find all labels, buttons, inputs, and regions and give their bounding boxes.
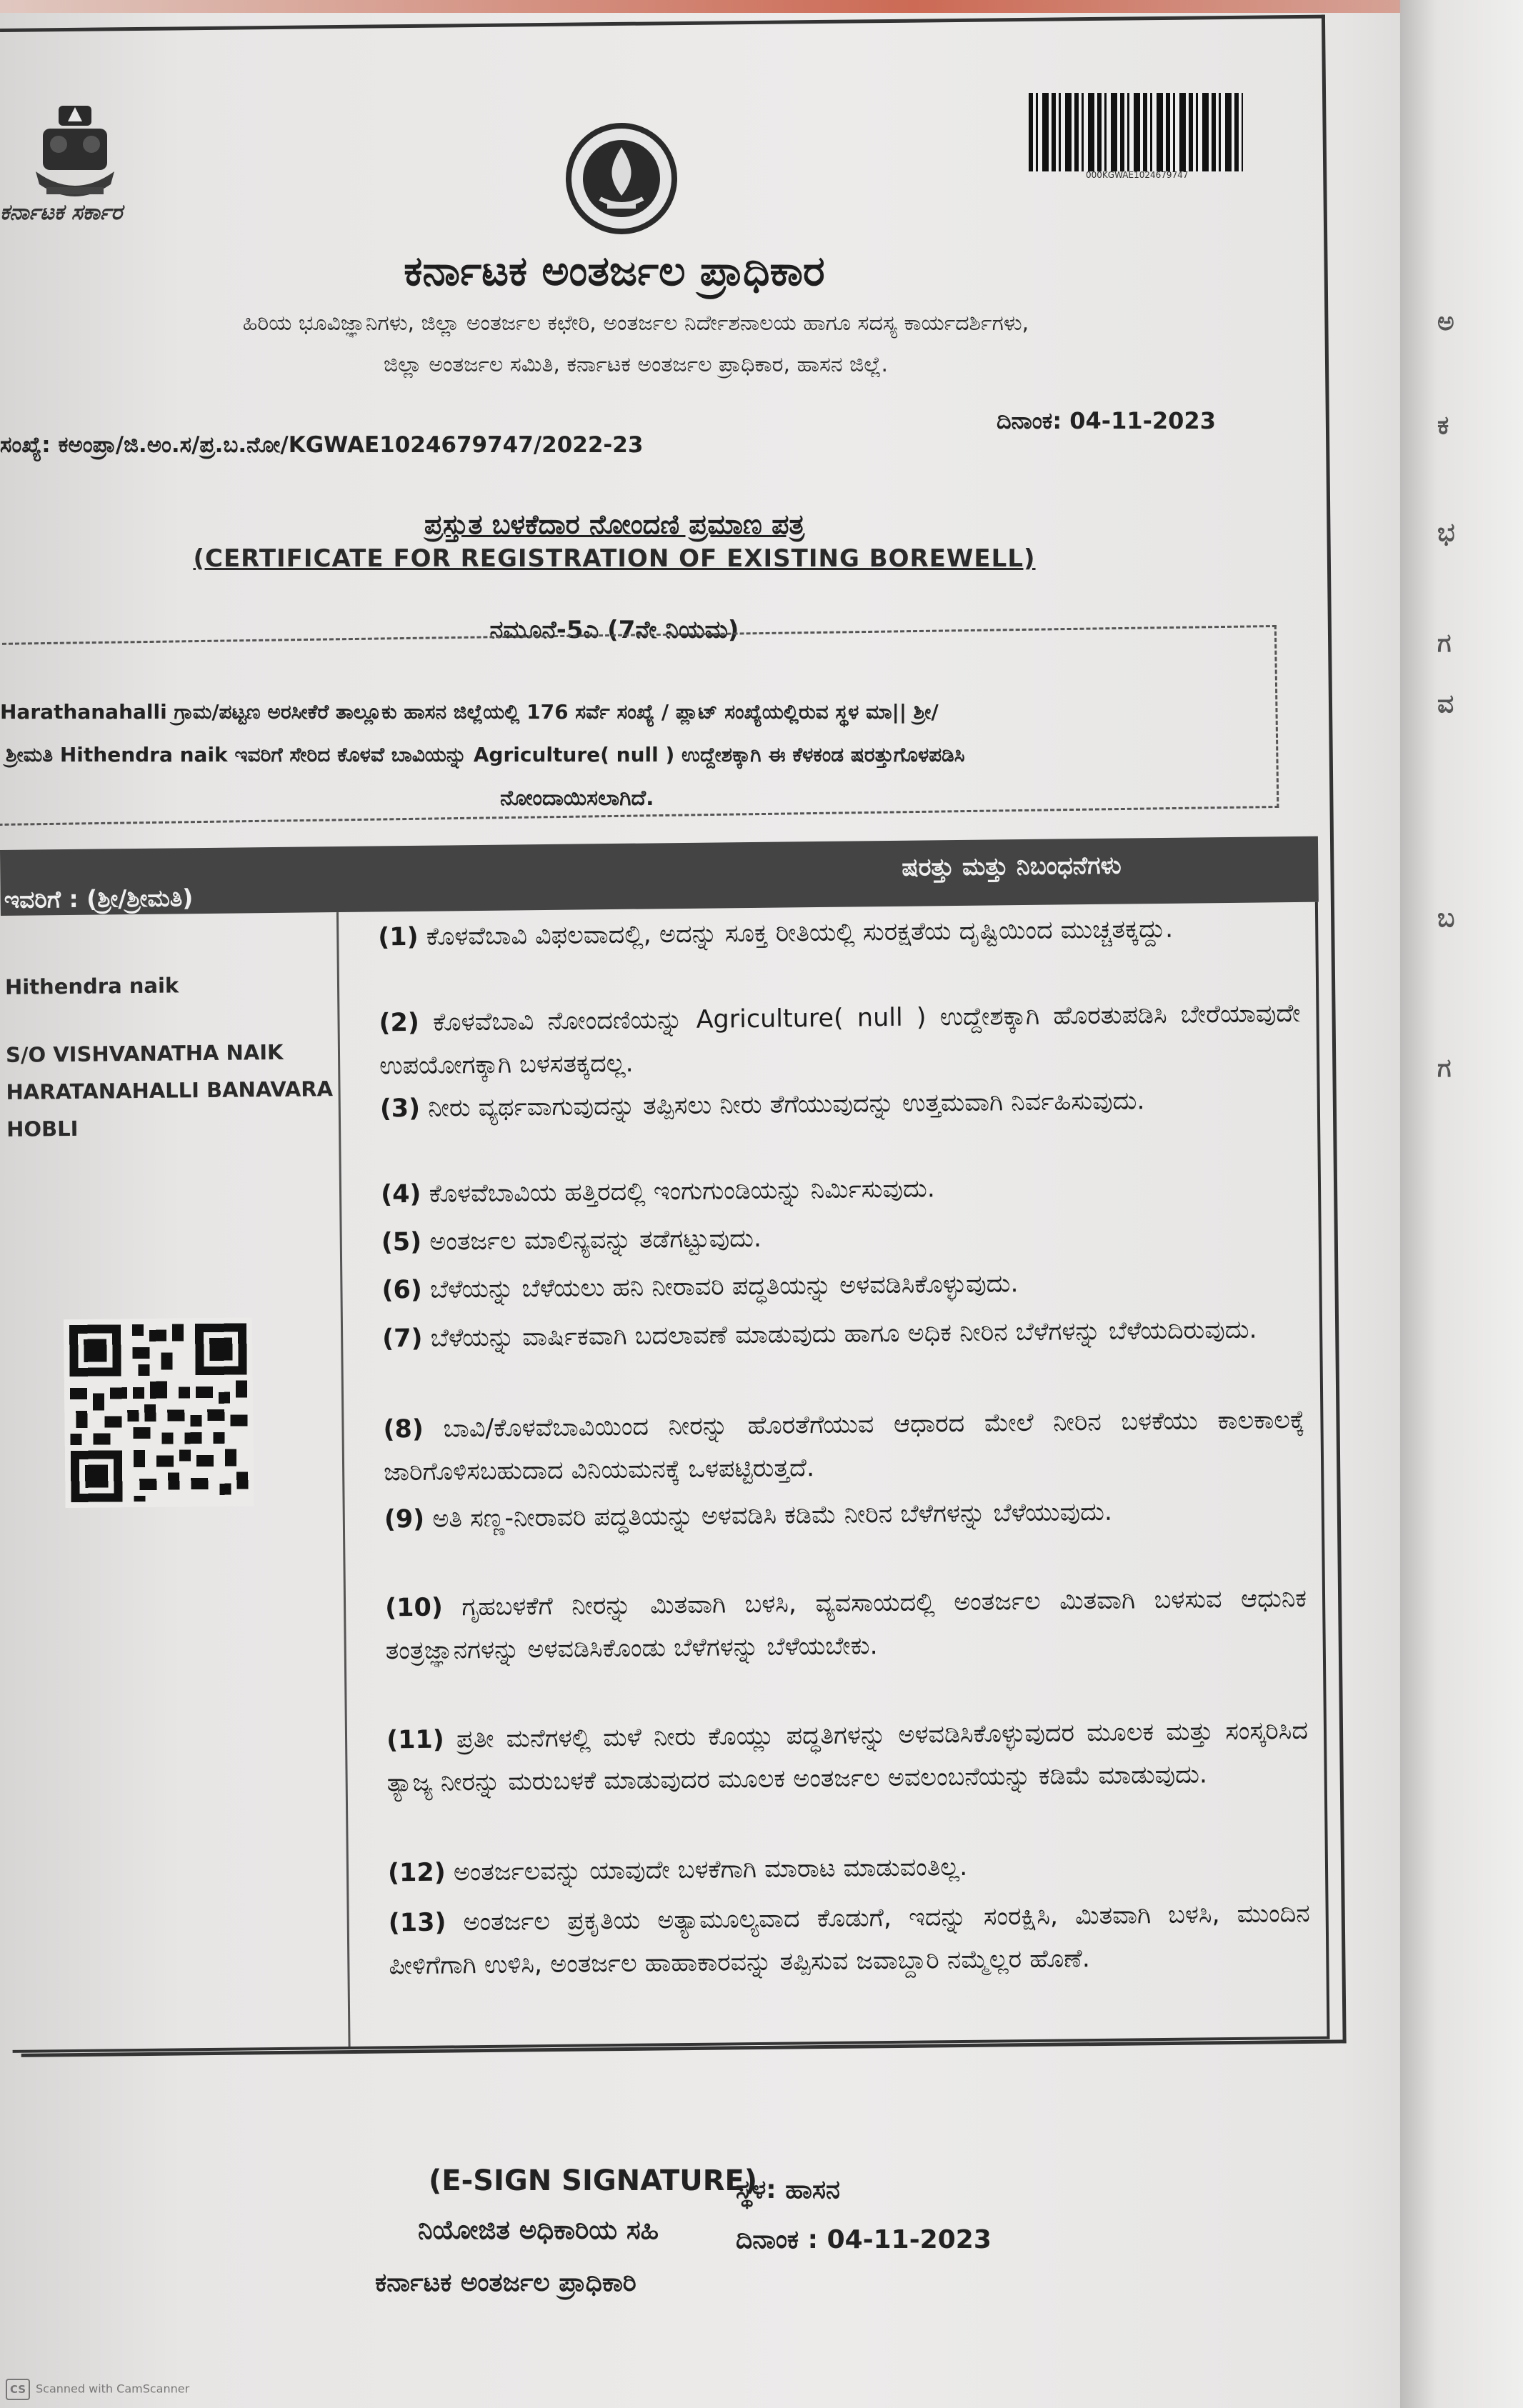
- esign-label: (E-SIGN SIGNATURE): [429, 2164, 758, 2197]
- signing-organization: ಕರ್ನಾಟಕ ಅಂತರ್ಜಲ ಪ್ರಾಧಿಕಾರಿ: [375, 2268, 636, 2297]
- adjacent-page-edge: [1400, 0, 1523, 2408]
- groundwater-authority-seal-icon: [564, 121, 679, 236]
- scanner-watermark-text: Scanned with CamScanner: [36, 2382, 190, 2396]
- conditions-table: [0, 836, 1330, 2050]
- condition-item: (3) ನೀರು ವ್ಯರ್ಥವಾಗುವುದನ್ನು ತಪ್ಪಿಸಲು ನೀರು ತೆಗೆಯುವುದನ್ನು ಉತ್ತಮವಾಗಿ ನಿರ್ವಹಿಸುವುದು.: [379, 1086, 1145, 1124]
- edge-glyph: ಭ: [1437, 518, 1455, 547]
- condition-item: (12) ಅಂತರ್ಜಲವನ್ನು ಯಾವುದೇ ಬಳಕೆಗಾಗಿ ಮಾರಾಟ ಮಾಡುವಂತಿಲ್ಲ.: [387, 1852, 968, 1888]
- condition-item: (13) ಅಂತರ್ಜಲ ಪ್ರಕೃತಿಯ ಅತ್ಯಾಮೂಲ್ಯವಾದ ಕೊಡುಗೆ, ಇದನ್ನು ಸಂರಕ್ಷಿಸಿ, ಮಿತವಾಗಿ ಬಳಸಿ, ಮುಂದಿನ ಪೀಳಿಗೆಗಾಗಿ ಉಳಿಸಿ, ಅಂತರ್ಜಲ ಹಾಹಾಕಾರವನ್ನು ತಪ್ಪಿಸುವ ಜವಾಬ್ದಾರಿ ನಮ್ಮೆಲ್ಲರ ಹೊಣೆ.: [388, 1899, 1310, 1981]
- signature-date: ದಿನಾಂಕ : 04-11-2023: [736, 2225, 992, 2254]
- form-number: ನಮೂನೆ-5ಎ (7ನೇ ನಿಯಮ): [489, 616, 739, 644]
- condition-item: (2) ಕೊಳವೆಬಾವಿ ನೋಂದಣಿಯನ್ನು Agriculture( null ) ಉದ್ದೇಶಕ್ಕಾಗಿ ಹೊರತುಪಡಿಸಿ ಬೇರೆಯಾವುದೇ ಉಪಯೋಗಕ್ಕಾಗಿ ಬಳಸತಕ್ಕದಲ್ಲ.: [379, 999, 1301, 1081]
- certificate-title-kannada: ಪ್ರಸ್ತುತ ಬಳಕೆದಾರ ನೋಂದಣಿ ಪ್ರಮಾಣ ಪತ್ರ: [424, 509, 805, 540]
- condition-item: (10) ಗೃಹಬಳಕೆಗೆ ನೀರನ್ನು ಮಿತವಾಗಿ ಬಳಸಿ, ವ್ಯವಸಾಯದಲ್ಲಿ ಅಂತರ್ಜಲ ಮಿತವಾಗಿ ಬಳಸುವ ಆಧುನಿಕ ತಂತ್ರಜ್ಞಾನಗಳನ್ನು ಅಳವಡಿಸಿಕೊಂಡು ಬೆಳೆಗಳನ್ನು ಬೆಳೆಯಬೇಕು.: [384, 1584, 1307, 1666]
- condition-item: (4) ಕೊಳವೆಬಾವಿಯ ಹತ್ತಿರದಲ್ಲಿ ಇಂಗುಗುಂಡಿಯನ್ನು ನಿರ್ಮಿಸುವುದು.: [380, 1174, 936, 1209]
- edge-glyph: ಅ: [1437, 307, 1454, 336]
- reference-number: ಸಂಖ್ಯೆ: ಕಅಂಪ್ರಾ/ಜಿ.ಅಂ.ಸ/ಪ್ರ.ಬ.ನೋ/KGWAE1024679747/2022-23: [0, 432, 644, 458]
- condition-item: (8) ಬಾವಿ/ಕೊಳವೆಬಾವಿಯಿಂದ ನೀರನ್ನು ಹೊರತೆಗೆಯುವ ಆಧಾರದ ಮೇಲೆ ನೀರಿನ ಬಳಕೆಯು ಕಾಲಕಾಲಕ್ಕೆ ಜಾರಿಗೊಳಿಸಬಹುದಾದ ವಿನಿಯಮನಕ್ಕೆ ಒಳಪಟ್ಟಿರುತ್ತದೆ.: [383, 1405, 1305, 1487]
- edge-glyph: ವ: [1437, 689, 1454, 719]
- condition-item: (5) ಅಂತರ್ಜಲ ಮಾಲಿನ್ಯವನ್ನು ತಡೆಗಟ್ಟುವುದು.: [381, 1224, 762, 1257]
- addressee-header: ಇವರಿಗೆ : (ಶ್ರೀ/ಶ್ರೀಮತಿ): [4, 884, 194, 914]
- barcode-number: 000KGWAE1024679747: [1086, 170, 1189, 180]
- conditions-header: ಷರತ್ತು ಮತ್ತು ನಿಬಂಧನೆಗಳು: [902, 851, 1122, 882]
- declaration-line3: ನೋಂದಾಯಿಸಲಾಗಿದೆ.: [500, 786, 654, 811]
- condition-item: (9) ಅತಿ ಸಣ್ಣ-ನೀರಾವರಿ ಪದ್ಧತಿಯನ್ನು ಅಳವಡಿಸಿ ಕಡಿಮೆ ನೀರಿನ ಬೆಳೆಗಳನ್ನು ಬೆಳೆಯುವುದು.: [384, 1497, 1113, 1534]
- camscanner-logo-icon: CS: [6, 2379, 30, 2400]
- authority-subtitle-line1: ಹಿರಿಯ ಭೂವಿಜ್ಞಾನಿಗಳು, ಜಿಲ್ಲಾ ಅಂತರ್ಜಲ ಕಛೇರಿ, ಅಂತರ್ಜಲ ನಿರ್ದೇಶನಾಲಯ ಹಾಗೂ ಸದಸ್ಯ ಕಾರ್ಯದರ್ಶಿಗಳು,: [242, 311, 1029, 336]
- officer-role: ನಿಯೋಜಿತ ಅಧಿಕಾರಿಯ ಸಹಿ: [418, 2214, 659, 2245]
- authority-subtitle-line2: ಜಿಲ್ಲಾ ಅಂತರ್ಜಲ ಸಮಿತಿ, ಕರ್ನಾಟಕ ಅಂತರ್ಜಲ ಪ್ರಾಧಿಕಾರ, ಹಾಸನ ಜಿಲ್ಲೆ.: [383, 352, 889, 377]
- top-edge-strip: [0, 0, 1523, 13]
- edge-glyph: ಕ: [1437, 411, 1449, 440]
- edge-glyph: ಗ: [1437, 1054, 1452, 1083]
- edge-glyph: ಗ: [1437, 629, 1452, 658]
- owner-address-line: HARATANAHALLI BANAVARA: [6, 1076, 334, 1104]
- condition-item: (1) ಕೊಳವೆಬಾವಿ ವಿಫಲವಾದಲ್ಲಿ, ಅದನ್ನು ಸೂಕ್ತ ರೀತಿಯಲ್ಲಿ ಸುರಕ್ಷತೆಯ ದೃಷ್ಟಿಯಿಂದ ಮುಚ್ಚತಕ್ಕದ್ದು.: [378, 914, 1174, 952]
- owner-address-line: S/O VISHVANATHA NAIK: [5, 1039, 284, 1067]
- scanner-watermark: [6, 2379, 189, 2400]
- owner-address-line: HOBLI: [6, 1116, 79, 1141]
- certificate-title-english: (CERTIFICATE FOR REGISTRATION OF EXISTING BOREWELL): [193, 544, 1036, 573]
- issue-date: ದಿನಾಂಕ: 04-11-2023: [997, 407, 1216, 434]
- condition-item: (6) ಬೆಳೆಯನ್ನು ಬೆಳೆಯಲು ಹನಿ ನೀರಾವರಿ ಪದ್ಧತಿಯನ್ನು ಅಳವಡಿಸಿಕೊಳ್ಳುವುದು.: [381, 1269, 1019, 1305]
- condition-item: (7) ಬೆಳೆಯನ್ನು ವಾರ್ಷಿಕವಾಗಿ ಬದಲಾವಣೆ ಮಾಡುವುದು ಹಾಗೂ ಅಧಿಕ ನೀರಿನ ಬೆಳೆಗಳನ್ನು ಬೆಳೆಯದಿರುವುದು.: [381, 1315, 1257, 1354]
- qr-code-icon: [64, 1317, 254, 1508]
- owner-name: Hithendra naik: [4, 973, 179, 999]
- declaration-line2: ಶ್ರೀಮತಿ Hithendra naik ಇವರಿಗೆ ಸೇರಿದ ಕೊಳವೆ ಬಾವಿಯನ್ನು Agriculture( null ) ಉದ್ದೇಶಕ್ಕಾಗಿ ಈ ಕೆಳಕಂಡ ಷರತ್ತುಗೊಳಪಡಿಸಿ: [6, 743, 965, 766]
- signature-place: ಸ್ಥಳ: ಹಾಸನ: [736, 2175, 841, 2204]
- page-title: ಕರ್ನಾಟಕ ಅಂತರ್ಜಲ ಪ್ರಾಧಿಕಾರ: [404, 246, 825, 295]
- emblem-caption: ಕರ್ನಾಟಕ ಸರ್ಕಾರ: [0, 200, 123, 225]
- edge-glyph: ಬ: [1437, 904, 1455, 933]
- declaration-line1: Harathanahalli ಗ್ರಾಮ/ಪಟ್ಟಣ ಅರಸೀಕೆರೆ ತಾಲ್ಲೂಕು ಹಾಸನ ಜಿಲ್ಲೆಯಲ್ಲಿ 176 ಸರ್ವೆ ಸಂಖ್ಯೆ / ಪ್ಲಾಟ್ ಸಂಖ್ಯೆಯಲ್ಲಿರುವ ಸ್ಥಳ ಮಾ|| ಶ್ರೀ/: [0, 700, 939, 724]
- barcode-icon: [1029, 93, 1243, 171]
- condition-item: (11) ಪ್ರತೀ ಮನೆಗಳಲ್ಲಿ ಮಳೆ ನೀರು ಕೊಯ್ಲು ಪದ್ಧತಿಗಳನ್ನು ಅಳವಡಿಸಿಕೊಳ್ಳುವುದರ ಮೂಲಕ ಮತ್ತು ಸಂಸ್ಕರಿಸಿದ ತ್ಯಾಜ್ಯ ನೀರನ್ನು ಮರುಬಳಕೆ ಮಾಡುವುದರ ಮೂಲಕ ಅಂತರ್ಜಲ ಅವಲಂಬನೆಯನ್ನು ಕಡಿಮೆ ಮಾಡುವುದು.: [386, 1716, 1309, 1798]
